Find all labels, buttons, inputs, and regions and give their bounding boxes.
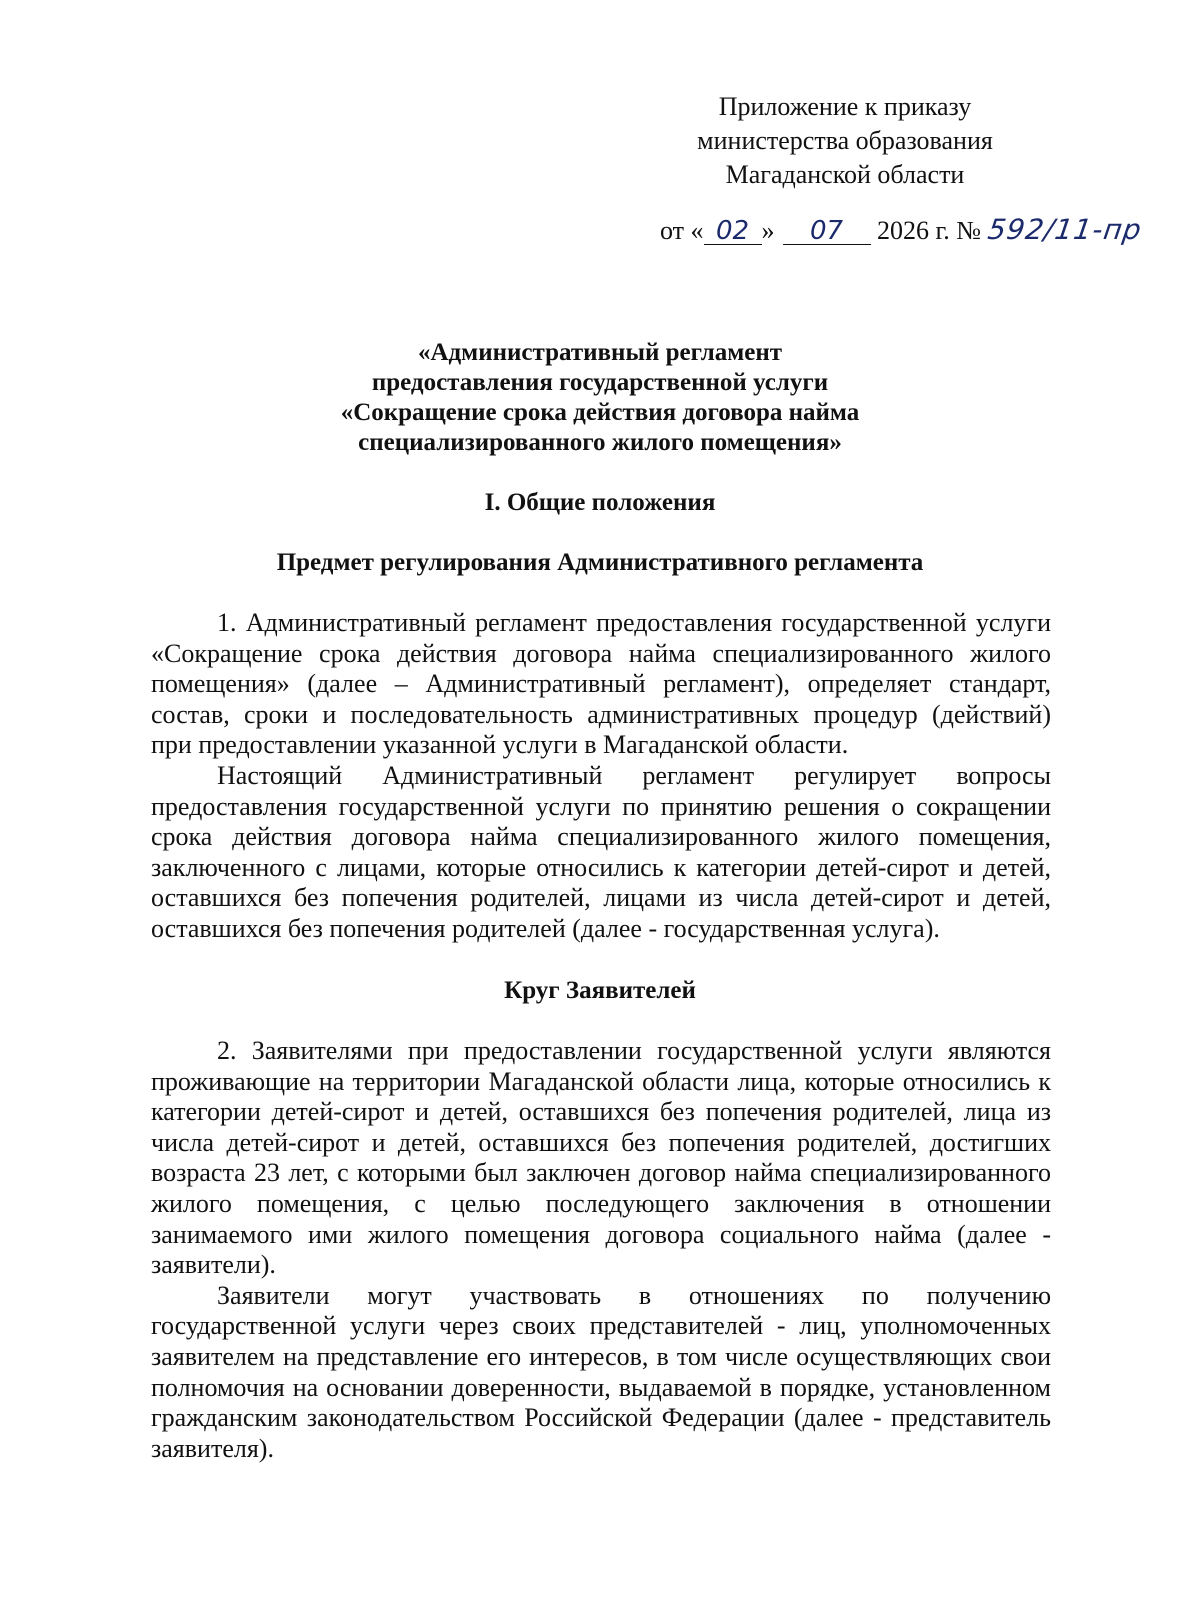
title-line3: «Сокращение срока действия договора найма	[340, 399, 860, 426]
order-date-year: 2026 г. №	[877, 216, 982, 245]
section2-heading: Круг Заявителей	[504, 977, 696, 1004]
title-line4: специализированного жилого помещения»	[358, 429, 842, 456]
order-date-line	[660, 213, 1144, 248]
order-date-prefix: от «	[660, 216, 704, 245]
order-date-day-handwritten: 02	[704, 218, 762, 245]
document-title	[150, 338, 1050, 458]
order-number-handwritten: 592/11-пр	[985, 213, 1144, 246]
appendix-header-line3: Магаданской области	[725, 160, 965, 189]
paragraph: Заявители могут участвовать в отношениях по получению государственной услуги через своих представителей - лиц, уполномоченных заявителем на представление его интересов, в том числе осуществляющих свои полномочия на основании доверенности, выдаваемой в порядке, установленном гражданским законодательством Российской Федерации (далее - представитель заявителя).	[151, 1280, 1051, 1463]
section1-body	[151, 608, 1051, 945]
section1-subheading: Предмет регулирования Административного регламента	[276, 549, 924, 576]
paragraph: Настоящий Административный регламент регулирует вопросы предоставления государственной услуги по принятию решения о сокращении срока действия договора найма специализированного жилого помещения, заключенного с лицами, которые относились к категории детей-сирот и детей, оставшихся без попечения родителей, лицами из числа детей-сирот и детей, оставшихся без попечения родителей (далее - государственная услуга).	[151, 760, 1051, 943]
paragraph: 1. Административный регламент предоставления государственной услуги «Сокращение срока действия договора найма специализированного жилого помещения» (далее – Административный регламент), определяет стандарт, состав, сроки и последовательность административных процедур (действий) при предоставлении указанной услуги в Магаданской области.	[151, 608, 1051, 760]
order-date-month-handwritten: 07	[783, 218, 871, 245]
section1-heading: I. Общие положения	[484, 489, 716, 516]
appendix-header-line2: министерства образования	[697, 126, 993, 155]
title-line2: предоставления государственной услуги	[371, 369, 829, 396]
paragraph: 2. Заявителями при предоставлении государственной услуги являются проживающие на территории Магаданской области лица, которые относились к категории детей-сирот и детей, оставшихся без попечения родителей, лица из числа детей-сирот и детей, оставшихся без попечения родителей, достигших возраста 23 лет, с которыми был заключен договор найма специализированного жилого помещения, с целью последующего заключения в отношении занимаемого ими жилого помещения договора социального найма (далее - заявители).	[151, 1036, 1051, 1280]
appendix-header-line1: Приложение к приказу	[718, 92, 972, 121]
order-date-sep: »	[761, 216, 775, 245]
title-line1: «Административный регламент	[417, 339, 783, 366]
section2-body	[151, 1036, 1051, 1464]
appendix-header	[655, 90, 1035, 192]
